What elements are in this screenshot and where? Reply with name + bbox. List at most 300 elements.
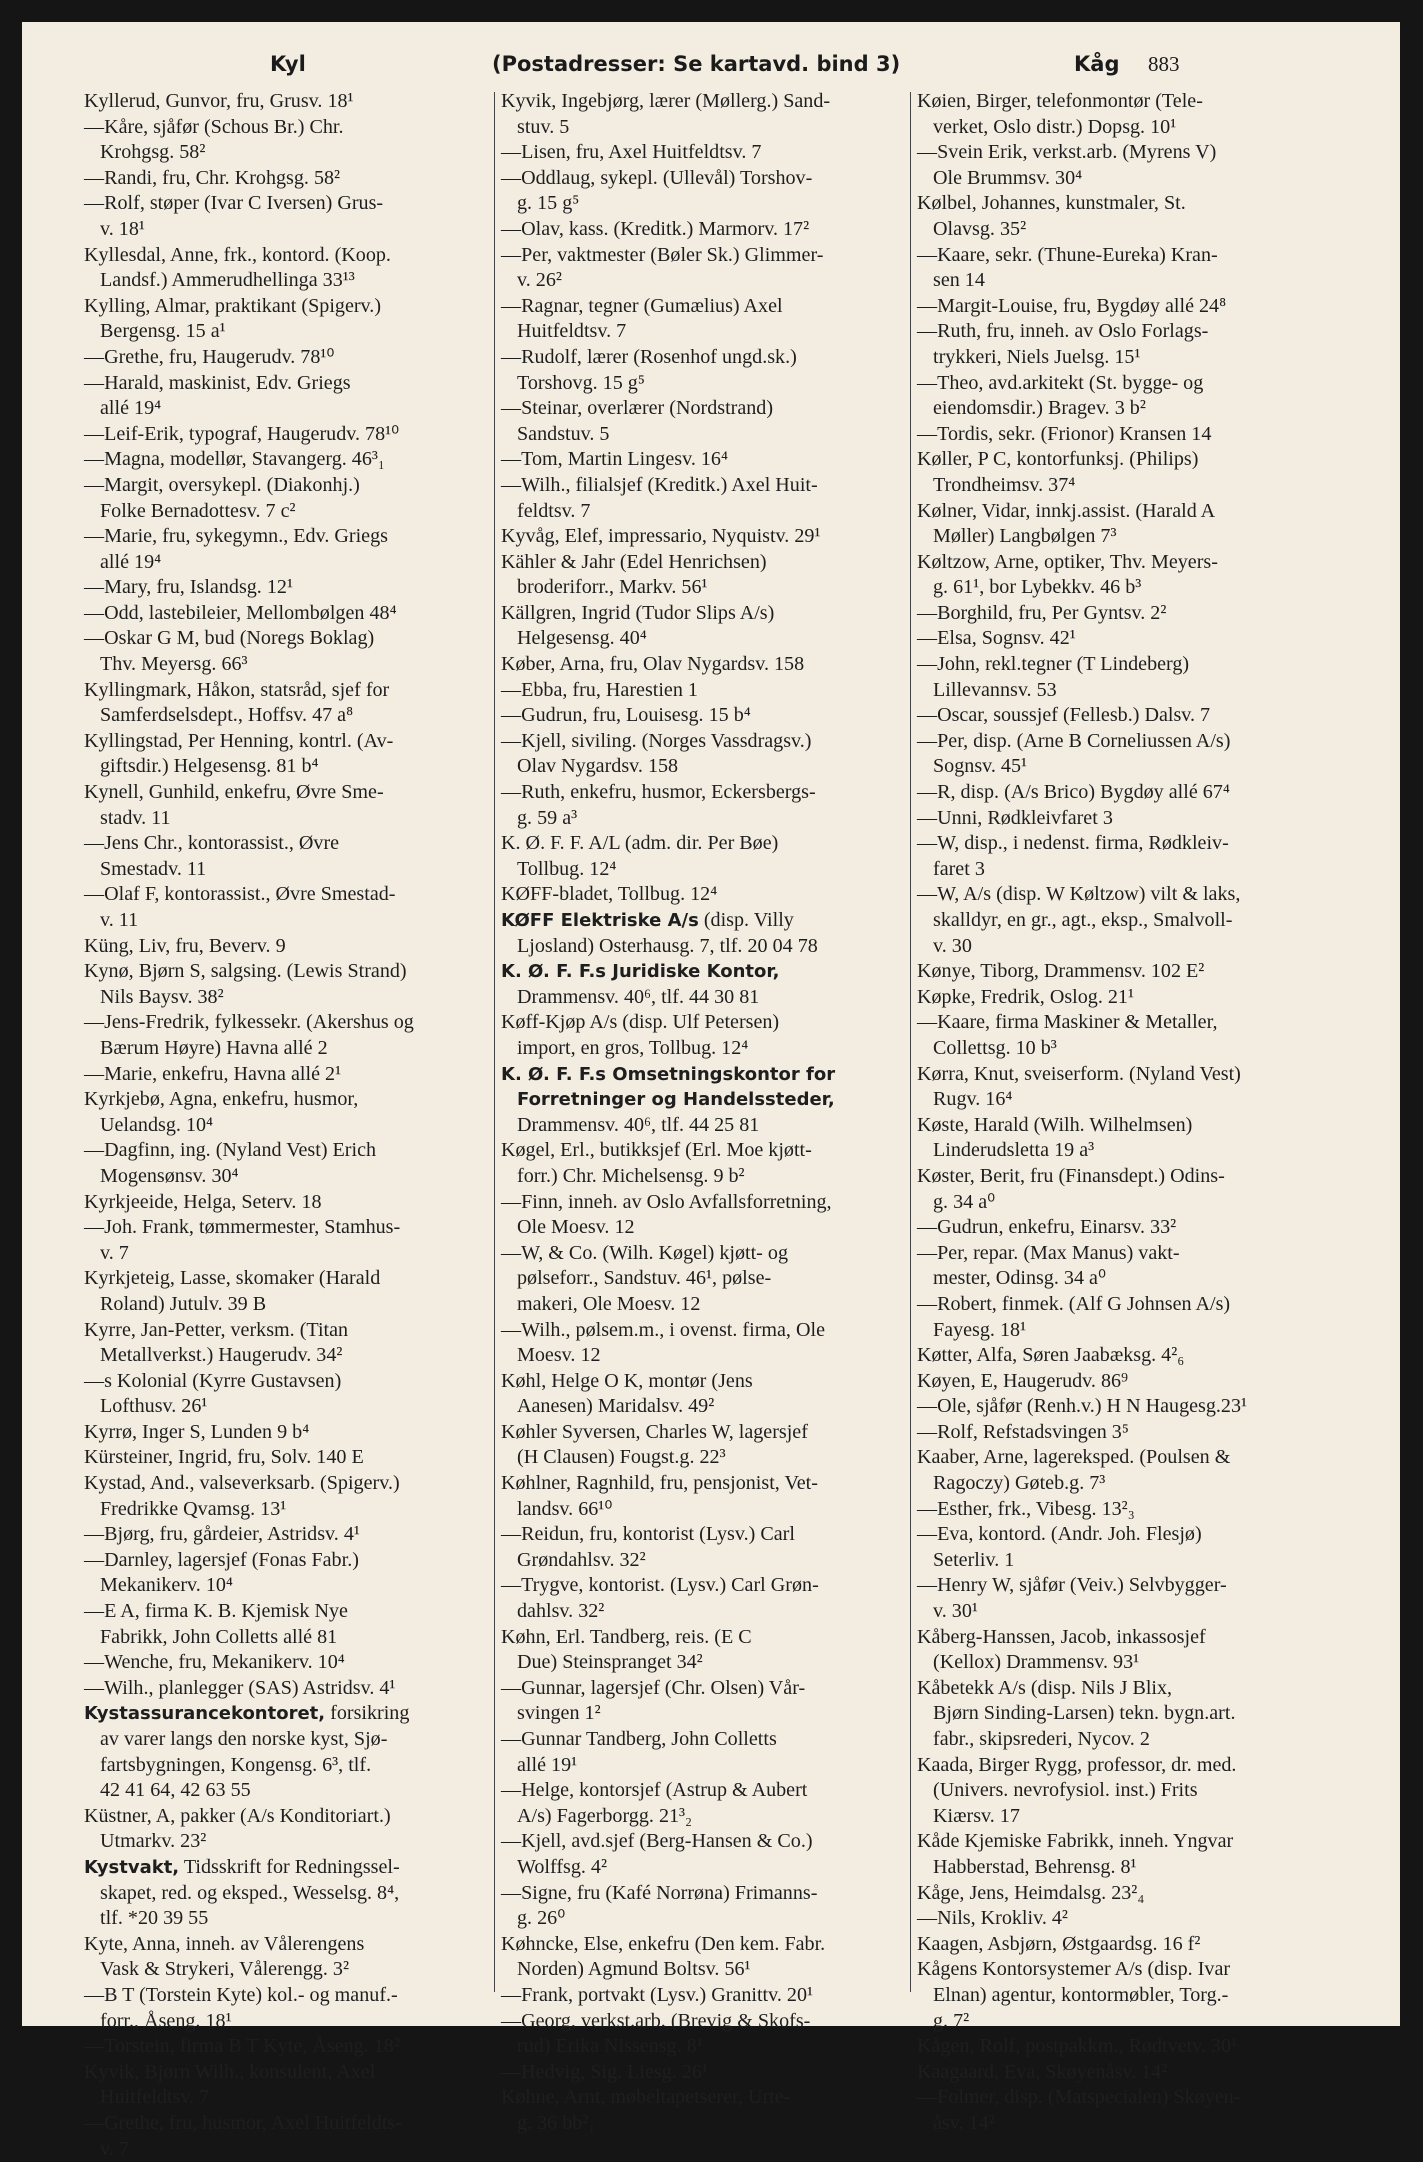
- entry-line: Sognsv. 45¹: [917, 754, 1329, 780]
- directory-entry: [84, 1701, 496, 1803]
- directory-entry: [501, 652, 913, 678]
- entry-line: KØFF-bladet, Tollbug. 12⁴: [501, 882, 913, 908]
- entry-line: Køhn, Erl. Tandberg, reis. (E C: [501, 1625, 913, 1651]
- entry-line: allé 19¹: [501, 1753, 913, 1779]
- entry-line: v. 11: [84, 908, 496, 934]
- entry-line: Kylling, Almar, praktikant (Spigerv.): [84, 294, 496, 320]
- entry-line: Mogensønsv. 30⁴: [84, 1164, 496, 1190]
- entry-line: —Mary, fru, Islandsg. 12¹: [84, 575, 496, 601]
- entry-line: fartsbygningen, Kongensg. 6³, tlf.: [84, 1753, 496, 1779]
- directory-entry: [917, 1113, 1329, 1164]
- entry-line: —Gunnar Tandberg, John Colletts: [501, 1727, 913, 1753]
- entry-line: Køtter, Alfa, Søren Jaabæksg. 4²₆: [917, 1343, 1329, 1369]
- directory-entry: [501, 1829, 913, 1880]
- entry-line: g. 59 a³: [501, 806, 913, 832]
- directory-entry: [84, 1650, 496, 1676]
- directory-entry: [501, 703, 913, 729]
- directory-entry: [84, 524, 496, 575]
- entry-line: —Randi, fru, Chr. Krohgsg. 58²: [84, 166, 496, 192]
- entry-line: skalldyr, en gr., agt., eksp., Smalvoll-: [917, 908, 1329, 934]
- entry-line: —Rolf, Refstadsvingen 3⁵: [917, 1420, 1329, 1446]
- entry-line: Norden) Agmund Boltsv. 56¹: [501, 1957, 913, 1983]
- entry-line: —Grethe, fru, husmor, Axel Huitfeldts-: [84, 2111, 496, 2137]
- directory-entry: [917, 626, 1329, 652]
- directory-entry: [84, 1420, 496, 1446]
- directory-entry: [501, 882, 913, 908]
- entry-line: import, en gros, Tollbug. 12⁴: [501, 1036, 913, 1062]
- directory-entry: [501, 2060, 913, 2086]
- directory-entry: [84, 934, 496, 960]
- entry-line: Kyllingmark, Håkon, statsråd, sjef for: [84, 678, 496, 704]
- directory-entry: [501, 524, 913, 550]
- entry-line: —Ebba, fru, Harestien 1: [501, 678, 913, 704]
- directory-entry: [84, 1855, 496, 1932]
- entry-line: —Frank, portvakt (Lysv.) Granittv. 20¹: [501, 1983, 913, 2009]
- entry-line: Fayesg. 18¹: [917, 1318, 1329, 1344]
- entry-line: Tollbug. 12⁴: [501, 857, 913, 883]
- entry-line: Rugv. 16⁴: [917, 1087, 1329, 1113]
- entry-line: Kyvik, Ingebjørg, lærer (Møllerg.) Sand-: [501, 89, 913, 115]
- entry-line: Køhler Syversen, Charles W, lagersjef: [501, 1420, 913, 1446]
- entry-line: (Univers. nevrofysiol. inst.) Frits: [917, 1778, 1329, 1804]
- directory-entry: [84, 729, 496, 780]
- entry-line: Bjørn Sinding-Larsen) tekn. bygn.art.: [917, 1701, 1329, 1727]
- entry-line: —Oddlaug, sykepl. (Ullevål) Torshov-: [501, 166, 913, 192]
- entry-line: Kystad, And., valseverksarb. (Spigerv.): [84, 1471, 496, 1497]
- directory-entry: [917, 2060, 1329, 2086]
- entry-line: —Dagfinn, ing. (Nyland Vest) Erich: [84, 1138, 496, 1164]
- entry-line: Drammensv. 40⁶, tlf. 44 25 81: [501, 1113, 913, 1139]
- entry-line: —R, disp. (A/s Brico) Bygdøy allé 67⁴: [917, 780, 1329, 806]
- entry-line: Collettsg. 10 b³: [917, 1036, 1329, 1062]
- directory-entry: [84, 243, 496, 294]
- entry-line: sen 14: [917, 268, 1329, 294]
- entry-line: Krohgsg. 58²: [84, 140, 496, 166]
- entry-line: —Borghild, fru, Per Gyntsv. 2²: [917, 601, 1329, 627]
- directory-entry: [917, 1676, 1329, 1753]
- entry-line: —Wilh., filialsjef (Kreditk.) Axel Huit-: [501, 473, 913, 499]
- directory-entry: [501, 473, 913, 524]
- entry-line: —W, disp., i nedenst. firma, Rødkleiv-: [917, 831, 1329, 857]
- entry-line: K. Ø. F. F.s Juridiske Kontor,: [501, 959, 913, 985]
- entry-line: —Tordis, sekr. (Frionor) Kransen 14: [917, 422, 1329, 448]
- entry-line: Habberstad, Behrensg. 8¹: [917, 1855, 1329, 1881]
- entry-line: forr., Åseng. 18¹: [84, 2009, 496, 2035]
- entry-line: Forretninger og Handelssteder,: [501, 1087, 913, 1113]
- entry-line: Kürsteiner, Ingrid, fru, Solv. 140 E: [84, 1445, 496, 1471]
- entry-line: Køste, Harald (Wilh. Wilhelmsen): [917, 1113, 1329, 1139]
- directory-entry: [501, 396, 913, 447]
- entry-line: —Trygve, kontorist. (Lysv.) Carl Grøn-: [501, 1573, 913, 1599]
- directory-entry: [501, 678, 913, 704]
- directory-entry: [917, 1215, 1329, 1241]
- entry-line: Grøndahlsv. 32²: [501, 1548, 913, 1574]
- directory-entry: [501, 1522, 913, 1573]
- directory-entry: [917, 1420, 1329, 1446]
- entry-line: —Ruth, enkefru, husmor, Eckersbergs-: [501, 780, 913, 806]
- entry-line: Køien, Birger, telefonmontør (Tele-: [917, 89, 1329, 115]
- directory-entry: [501, 550, 913, 601]
- entry-line: —Marie, enkefru, Havna allé 2¹: [84, 1062, 496, 1088]
- entry-line: Kyrkjeeide, Helga, Seterv. 18: [84, 1190, 496, 1216]
- entry-line: rud) Erika Nissensg. 8¹: [501, 2034, 913, 2060]
- entry-line: —Odd, lastebileier, Mellombølgen 48⁴: [84, 601, 496, 627]
- column-3: [917, 89, 1329, 2137]
- directory-entry: [917, 703, 1329, 729]
- entry-line: —Olav, kass. (Kreditk.) Marmorv. 17²: [501, 217, 913, 243]
- entry-line: —Unni, Rødkleivfaret 3: [917, 806, 1329, 832]
- directory-entry: [917, 1906, 1329, 1932]
- entry-line: Kørra, Knut, sveiserform. (Nyland Vest): [917, 1062, 1329, 1088]
- entry-line: Kystassurancekontoret, forsikring: [84, 1701, 496, 1727]
- entry-line: allé 19⁴: [84, 550, 496, 576]
- entry-line: —Elsa, Sognsv. 42¹: [917, 626, 1329, 652]
- entry-line: —Steinar, overlærer (Nordstrand): [501, 396, 913, 422]
- directory-entry: [917, 959, 1329, 985]
- directory-entry: [84, 780, 496, 831]
- entry-line: —Helge, kontorsjef (Astrup & Aubert: [501, 1778, 913, 1804]
- entry-line: Kyllesdal, Anne, frk., kontord. (Koop.: [84, 243, 496, 269]
- entry-line: —Ruth, fru, inneh. av Oslo Forlags-: [917, 319, 1329, 345]
- entry-line: —Folmer, disp. (Matspecialen) Skøyen-: [917, 2085, 1329, 2111]
- directory-entry: [917, 2034, 1329, 2060]
- entry-line: Køber, Arna, fru, Olav Nygardsv. 158: [501, 652, 913, 678]
- directory-entry: [84, 2060, 496, 2111]
- entry-line: —Jens Chr., kontorassist., Øvre: [84, 831, 496, 857]
- entry-line: K. Ø. F. F.s Omsetningskontor for: [501, 1062, 913, 1088]
- entry-line: Kyvik, Bjørn Wilh., konsulent, Axel: [84, 2060, 496, 2086]
- entry-line: —Olaf F, kontorassist., Øvre Smestad-: [84, 882, 496, 908]
- entry-line: K. Ø. F. F. A/L (adm. dir. Per Bøe): [501, 831, 913, 857]
- entry-line: skapet, red. og eksped., Wesselsg. 8⁴,: [84, 1881, 496, 1907]
- entry-line: Kågens Kontorsystemer A/s (disp. Ivar: [917, 1957, 1329, 1983]
- entry-line: Lillevannsv. 53: [917, 678, 1329, 704]
- entry-line: Bergensg. 15 a¹: [84, 319, 496, 345]
- directory-entry: [84, 1138, 496, 1189]
- entry-line: g. 34 a⁰: [917, 1190, 1329, 1216]
- entry-line: Køhncke, Else, enkefru (Den kem. Fabr.: [501, 1932, 913, 1958]
- entry-line: stuv. 5: [501, 115, 913, 141]
- entry-line: svingen 1²: [501, 1701, 913, 1727]
- entry-line: —Henry W, sjåfør (Veiv.) Selvbygger-: [917, 1573, 1329, 1599]
- entry-line: —Oskar G M, bud (Noregs Boklag): [84, 626, 496, 652]
- entry-line: Kiærsv. 17: [917, 1804, 1329, 1830]
- directory-entry: [501, 1932, 913, 1983]
- directory-entry: [917, 1522, 1329, 1573]
- entry-line: allé 19⁴: [84, 396, 496, 422]
- entry-line: Kähler & Jahr (Edel Henrichsen): [501, 550, 913, 576]
- directory-entry: [84, 1983, 496, 2034]
- entry-line: —Hedvig, Sig. Liesg. 26¹: [501, 2060, 913, 2086]
- entry-line: —Margit, oversykepl. (Diakonhj.): [84, 473, 496, 499]
- entry-line: —Rolf, støper (Ivar C Iversen) Grus-: [84, 191, 496, 217]
- entry-line: —Kjell, avd.sjef (Berg-Hansen & Co.): [501, 1829, 913, 1855]
- entry-line: Lofthusv. 26¹: [84, 1394, 496, 1420]
- directory-entry: [84, 1369, 496, 1420]
- directory-entry: [84, 1062, 496, 1088]
- entry-line: —Signe, fru (Kafé Norrøna) Frimanns-: [501, 1881, 913, 1907]
- entry-line: Køhlner, Ragnhild, fru, pensjonist, Vet-: [501, 1471, 913, 1497]
- directory-entry: [501, 1727, 913, 1778]
- directory-entry: [501, 1062, 913, 1139]
- entry-line: —Wilh., planlegger (SAS) Astridsv. 4¹: [84, 1676, 496, 1702]
- entry-line: giftsdir.) Helgesensg. 81 b⁴: [84, 754, 496, 780]
- entry-line: Thv. Meyersg. 66³: [84, 652, 496, 678]
- directory-entry: [501, 1138, 913, 1189]
- entry-line: av varer langs den norske kyst, Sjø-: [84, 1727, 496, 1753]
- directory-entry: [84, 1471, 496, 1522]
- header-right-keyword: Kåg: [1074, 52, 1119, 76]
- page-header: [22, 52, 1400, 92]
- directory-entry: [501, 140, 913, 166]
- directory-entry: [84, 371, 496, 422]
- entry-line: KØFF Elektriske A/s (disp. Villy: [501, 908, 913, 934]
- directory-entry: [84, 2034, 496, 2060]
- entry-line: Kaaber, Arne, lagereksped. (Poulsen &: [917, 1445, 1329, 1471]
- entry-line: Landsf.) Ammerudhellinga 33¹³: [84, 268, 496, 294]
- entry-line: —s Kolonial (Kyrre Gustavsen): [84, 1369, 496, 1395]
- entry-line: Køpke, Fredrik, Oslog. 21¹: [917, 985, 1329, 1011]
- directory-entry: [84, 447, 496, 473]
- directory-entry: [917, 831, 1329, 882]
- directory-entry: [501, 1369, 913, 1420]
- entry-line: —John, rekl.tegner (T Lindeberg): [917, 652, 1329, 678]
- entry-line: Drammensv. 40⁶, tlf. 44 30 81: [501, 985, 913, 1011]
- directory-entry: [917, 1164, 1329, 1215]
- entry-line: (H Clausen) Fougst.g. 22³: [501, 1445, 913, 1471]
- entry-line: Kønye, Tiborg, Drammensv. 102 E²: [917, 959, 1329, 985]
- entry-line: stadv. 11: [84, 806, 496, 832]
- directory-entry: [917, 319, 1329, 370]
- directory-entry: [501, 294, 913, 345]
- directory-entry: [501, 1241, 913, 1318]
- directory-entry: [84, 959, 496, 1010]
- entry-line: Sandstuv. 5: [501, 422, 913, 448]
- directory-entry: [84, 1932, 496, 1983]
- entry-line: Uelandsg. 10⁴: [84, 1113, 496, 1139]
- entry-line: Ragoczy) Gøteb.g. 7³: [917, 1471, 1329, 1497]
- directory-entry: [917, 191, 1329, 242]
- entry-line: Kyllingstad, Per Henning, kontrl. (Av-: [84, 729, 496, 755]
- entry-line: Køgel, Erl., butikksjef (Erl. Moe kjøtt-: [501, 1138, 913, 1164]
- entry-line: —Per, vaktmester (Bøler Sk.) Glimmer-: [501, 243, 913, 269]
- directory-entry: [501, 1420, 913, 1471]
- entry-line: —Nils, Krokliv. 4²: [917, 1906, 1329, 1932]
- entry-line: feldtsv. 7: [501, 499, 913, 525]
- entry-line: —Per, repar. (Max Manus) vakt-: [917, 1241, 1329, 1267]
- entry-line: —Kåre, sjåfør (Schous Br.) Chr.: [84, 115, 496, 141]
- directory-entry: [501, 1471, 913, 1522]
- directory-entry: [84, 1087, 496, 1138]
- entry-line: —Reidun, fru, kontorist (Lysv.) Carl: [501, 1522, 913, 1548]
- entry-line: Fredrikke Qvamsg. 13¹: [84, 1497, 496, 1523]
- entry-line: g. 26⁰: [501, 1906, 913, 1932]
- directory-entry: [84, 89, 496, 115]
- entry-line: —Ragnar, tegner (Gumælius) Axel: [501, 294, 913, 320]
- directory-entry: [501, 345, 913, 396]
- directory-entry: [501, 1318, 913, 1369]
- entry-line: Kyllerud, Gunvor, fru, Grusv. 18¹: [84, 89, 496, 115]
- directory-entry: [917, 1343, 1329, 1369]
- directory-entry: [917, 550, 1329, 601]
- entry-line: Kyrrø, Inger S, Lunden 9 b⁴: [84, 1420, 496, 1446]
- entry-line: (Kellox) Drammensv. 93¹: [917, 1650, 1329, 1676]
- entry-line: Kølbel, Johannes, kunstmaler, St.: [917, 191, 1329, 217]
- entry-line: eiendomsdir.) Bragev. 3 b²: [917, 396, 1329, 422]
- entry-line: —Finn, inneh. av Oslo Avfallsforretning,: [501, 1190, 913, 1216]
- directory-entry: [917, 243, 1329, 294]
- entry-line: —Ole, sjåfør (Renh.v.) H N Haugesg.23¹: [917, 1394, 1329, 1420]
- entry-line: dahlsv. 32²: [501, 1599, 913, 1625]
- directory-entry: [501, 908, 913, 959]
- directory-entry: [501, 166, 913, 217]
- entry-line: Elnan) agentur, kontormøbler, Torg.-: [917, 1983, 1329, 2009]
- entry-line: —Grethe, fru, Haugerudv. 78¹⁰: [84, 345, 496, 371]
- entry-line: tlf. *20 39 55: [84, 1906, 496, 1932]
- entry-line: v. 30: [917, 934, 1329, 960]
- directory-page: [22, 22, 1400, 2026]
- entry-line: Huitfeldtsv. 7: [501, 319, 913, 345]
- entry-line: Wolffsg. 4²: [501, 1855, 913, 1881]
- entry-line: —W, A/s (disp. W Køltzow) vilt & laks,: [917, 882, 1329, 908]
- entry-line: —W, & Co. (Wilh. Køgel) kjøtt- og: [501, 1241, 913, 1267]
- entry-line: Trondheimsv. 37⁴: [917, 473, 1329, 499]
- entry-line: Küstner, A, pakker (A/s Konditoriart.): [84, 1804, 496, 1830]
- entry-line: broderiforr., Markv. 56¹: [501, 575, 913, 601]
- entry-line: Møller) Langbølgen 7³: [917, 524, 1329, 550]
- entry-line: Kyrkjeteig, Lasse, skomaker (Harald: [84, 1266, 496, 1292]
- directory-entry: [84, 166, 496, 192]
- directory-entry: [501, 89, 913, 140]
- directory-entry: [501, 1676, 913, 1727]
- entry-line: Moesv. 12: [501, 1343, 913, 1369]
- entry-line: Køff-Kjøp A/s (disp. Ulf Petersen): [501, 1010, 913, 1036]
- entry-line: Aanesen) Maridalsv. 49²: [501, 1394, 913, 1420]
- entry-line: Olavsg. 35²: [917, 217, 1329, 243]
- directory-entry: [501, 729, 913, 780]
- directory-entry: [84, 575, 496, 601]
- entry-line: makeri, Ole Moesv. 12: [501, 1292, 913, 1318]
- entry-line: Küng, Liv, fru, Beverv. 9: [84, 934, 496, 960]
- directory-entry: [501, 217, 913, 243]
- entry-line: —Leif-Erik, typograf, Haugerudv. 78¹⁰: [84, 422, 496, 448]
- entry-line: —Esther, frk., Vibesg. 13²₃: [917, 1497, 1329, 1523]
- directory-entry: [84, 601, 496, 627]
- entry-line: —Kaare, sekr. (Thune-Eureka) Kran-: [917, 243, 1329, 269]
- directory-entry: [501, 2085, 913, 2136]
- directory-entry: [84, 1522, 496, 1548]
- entry-line: g. 7²: [917, 2009, 1329, 2035]
- directory-entry: [917, 1369, 1329, 1395]
- directory-entry: [917, 1292, 1329, 1343]
- entry-line: —Kaare, firma Maskiner & Metaller,: [917, 1010, 1329, 1036]
- page-number: 883: [1148, 52, 1180, 77]
- entry-line: Nils Baysv. 38²: [84, 985, 496, 1011]
- directory-entry: [84, 1599, 496, 1650]
- entry-line: v. 30¹: [917, 1599, 1329, 1625]
- directory-entry: [917, 140, 1329, 191]
- entry-line: Køyen, E, Haugerudv. 86⁹: [917, 1369, 1329, 1395]
- entry-line: verket, Oslo distr.) Dopsg. 10¹: [917, 115, 1329, 141]
- entry-line: —Rudolf, lærer (Rosenhof ungd.sk.): [501, 345, 913, 371]
- entry-line: —E A, firma K. B. Kjemisk Nye: [84, 1599, 496, 1625]
- directory-entry: [84, 473, 496, 524]
- directory-entry: [84, 1804, 496, 1855]
- entry-line: —Jens-Fredrik, fylkessekr. (Akershus og: [84, 1010, 496, 1036]
- directory-entry: [917, 985, 1329, 1011]
- directory-entry: [84, 1548, 496, 1599]
- directory-entry: [917, 371, 1329, 422]
- entry-line: Kyrre, Jan-Petter, verksm. (Titan: [84, 1318, 496, 1344]
- entry-line: —Margit-Louise, fru, Bygdøy allé 24⁸: [917, 294, 1329, 320]
- entry-line: faret 3: [917, 857, 1329, 883]
- entry-line: —Magna, modellør, Stavangerg. 46³₁: [84, 447, 496, 473]
- entry-line: 42 41 64, 42 63 55: [84, 1778, 496, 1804]
- directory-entry: [84, 115, 496, 166]
- directory-entry: [917, 601, 1329, 627]
- directory-entry: [917, 447, 1329, 498]
- entry-line: —Wenche, fru, Mekanikerv. 10⁴: [84, 1650, 496, 1676]
- entry-line: Metallverkst.) Haugerudv. 34²: [84, 1343, 496, 1369]
- entry-line: Kynø, Bjørn S, salgsing. (Lewis Strand): [84, 959, 496, 985]
- entry-line: —Joh. Frank, tømmermester, Stamhus-: [84, 1215, 496, 1241]
- entry-line: Ole Brummsv. 30⁴: [917, 166, 1329, 192]
- directory-entry: [917, 1829, 1329, 1880]
- directory-entry: [917, 1394, 1329, 1420]
- directory-entry: [84, 1445, 496, 1471]
- entry-line: —Oscar, soussjef (Fellesb.) Dalsv. 7: [917, 703, 1329, 729]
- entry-line: —Per, disp. (Arne B Corneliussen A/s): [917, 729, 1329, 755]
- entry-line: Linderudsletta 19 a³: [917, 1138, 1329, 1164]
- entry-line: Vask & Strykeri, Vålerengg. 3²: [84, 1957, 496, 1983]
- entry-line: —Georg, verkst.arb. (Brevig & Skofs-: [501, 2009, 913, 2035]
- entry-line: Ole Moesv. 12: [501, 1215, 913, 1241]
- entry-line: —Tom, Martin Lingesv. 16⁴: [501, 447, 913, 473]
- directory-entry: [84, 1215, 496, 1266]
- entry-line: Utmarkv. 23²: [84, 1829, 496, 1855]
- directory-entry: [917, 499, 1329, 550]
- entry-line: landsv. 66¹⁰: [501, 1497, 913, 1523]
- entry-line: mester, Odinsg. 34 a⁰: [917, 1266, 1329, 1292]
- entry-line: v. 26²: [501, 268, 913, 294]
- directory-entry: [917, 89, 1329, 140]
- directory-entry: [917, 1062, 1329, 1113]
- directory-entry: [917, 1957, 1329, 2034]
- entry-line: Samferdselsdept., Hoffsv. 47 a⁸: [84, 703, 496, 729]
- directory-entry: [501, 1983, 913, 2009]
- entry-line: Kyrkjebø, Agna, enkefru, husmor,: [84, 1087, 496, 1113]
- entry-line: —Robert, finmek. (Alf G Johnsen A/s): [917, 1292, 1329, 1318]
- entry-line: —B T (Torstein Kyte) kol.- og manuf.-: [84, 1983, 496, 2009]
- directory-entry: [84, 2111, 496, 2162]
- entry-line: Kaagen, Asbjørn, Østgaardsg. 16 f²: [917, 1932, 1329, 1958]
- directory-entry: [501, 243, 913, 294]
- entry-line: Kyvåg, Elef, impressario, Nyquistv. 29¹: [501, 524, 913, 550]
- entry-line: —Theo, avd.arkitekt (St. bygge- og: [917, 371, 1329, 397]
- directory-entry: [84, 882, 496, 933]
- directory-entry: [917, 422, 1329, 448]
- header-left-keyword: Kyl: [270, 52, 306, 76]
- header-center-note: (Postadresser: Se kartavd. bind 3): [492, 52, 900, 76]
- entry-line: —Gudrun, enkefru, Einarsv. 33²: [917, 1215, 1329, 1241]
- entry-line: Kåge, Jens, Heimdalsg. 23²₄: [917, 1881, 1329, 1907]
- directory-entry: [917, 882, 1329, 959]
- entry-line: —Kjell, siviling. (Norges Vassdragsv.): [501, 729, 913, 755]
- entry-line: —Bjørg, fru, gårdeier, Astridsv. 4¹: [84, 1522, 496, 1548]
- entry-line: —Marie, fru, sykegymn., Edv. Griegs: [84, 524, 496, 550]
- entry-line: Roland) Jutulv. 39 B: [84, 1292, 496, 1318]
- directory-entry: [501, 1881, 913, 1932]
